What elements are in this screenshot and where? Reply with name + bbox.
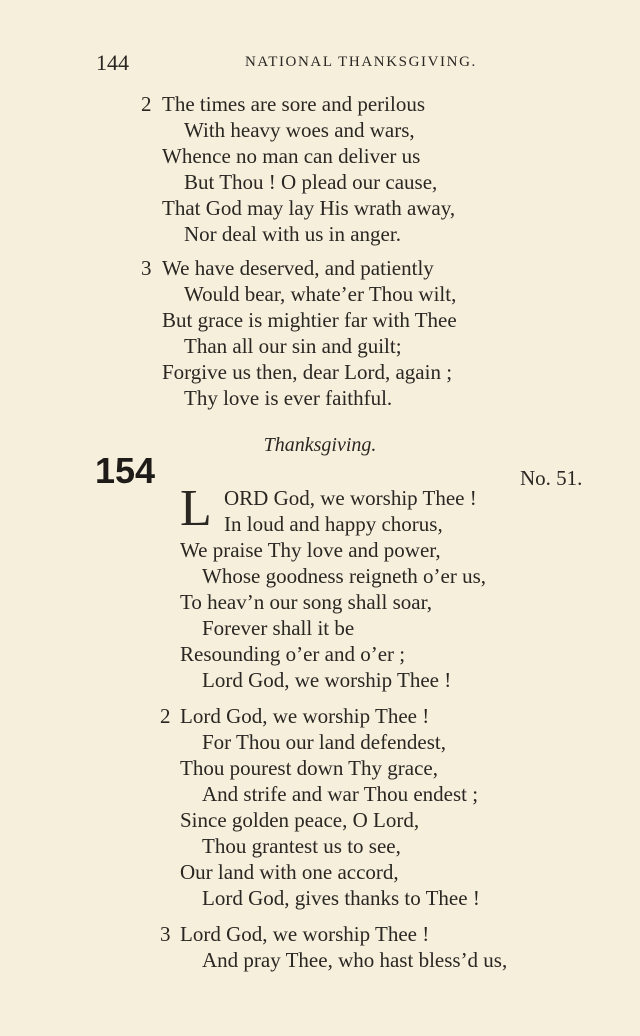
verse-line: That God may lay His wrath away,	[162, 196, 456, 220]
verse-line: But grace is mightier far with Thee	[162, 308, 457, 332]
verse-line: Nor deal with us in anger.	[184, 222, 401, 246]
verse-line: Whence no man can deliver us	[162, 144, 421, 168]
verse-line: With heavy woes and wars,	[184, 118, 415, 142]
verse-line: And pray Thee, who hast bless’d us,	[202, 948, 508, 972]
verse-line: In loud and happy chorus,	[224, 512, 443, 536]
verse-line: Lord God, we worship Thee !	[180, 922, 430, 946]
drop-cap: L	[180, 480, 212, 537]
verse-line: Lord God, we worship Thee !	[180, 704, 430, 728]
verse-line: Forgive us then, dear Lord, again ;	[162, 360, 453, 384]
verse-line: We praise Thy love and power,	[180, 538, 441, 562]
verse-line: Thou grantest us to see,	[202, 834, 401, 858]
verse-line: Would bear, whate’er Thou wilt,	[184, 282, 457, 306]
verse-line: But Thou ! O plead our cause,	[184, 170, 438, 194]
verse-line: We have deserved, and patiently	[162, 256, 434, 280]
verse-number: 3	[160, 922, 171, 946]
page-number: 144	[96, 50, 129, 75]
verse-line: Whose goodness reigneth o’er us,	[202, 564, 487, 588]
verse-line: Lord God, gives thanks to Thee !	[202, 886, 480, 910]
verse-line: Thy love is ever faithful.	[184, 386, 393, 410]
verse-line: Forever shall it be	[202, 616, 355, 640]
tune-reference: No. 51.	[520, 466, 583, 490]
verse-line: Lord God, we worship Thee !	[202, 668, 452, 692]
hymn-number: 154	[95, 450, 156, 491]
verse-line: The times are sore and perilous	[162, 92, 425, 116]
verse-number: 3	[141, 256, 152, 280]
verse-line: ORD God, we worship Thee !	[224, 486, 477, 510]
verse-line: To heav’n our song shall soar,	[180, 590, 432, 614]
running-head: NATIONAL THANKSGIVING.	[245, 54, 477, 70]
verse-line: Resounding o’er and o’er ;	[180, 642, 406, 666]
verse-number: 2	[141, 92, 152, 116]
verse-line: And strife and war Thou endest ;	[202, 782, 479, 806]
verse-number: 2	[160, 704, 171, 728]
verse-line: For Thou our land defendest,	[202, 730, 446, 754]
verse-line: Than all our sin and guilt;	[184, 334, 402, 358]
verse-line: Thou pourest down Thy grace,	[180, 756, 438, 780]
verse-line: Our land with one accord,	[180, 860, 399, 884]
section-title: Thanksgiving.	[263, 434, 377, 456]
page-header	[0, 50, 640, 78]
verse-line: Since golden peace, O Lord,	[180, 808, 420, 832]
